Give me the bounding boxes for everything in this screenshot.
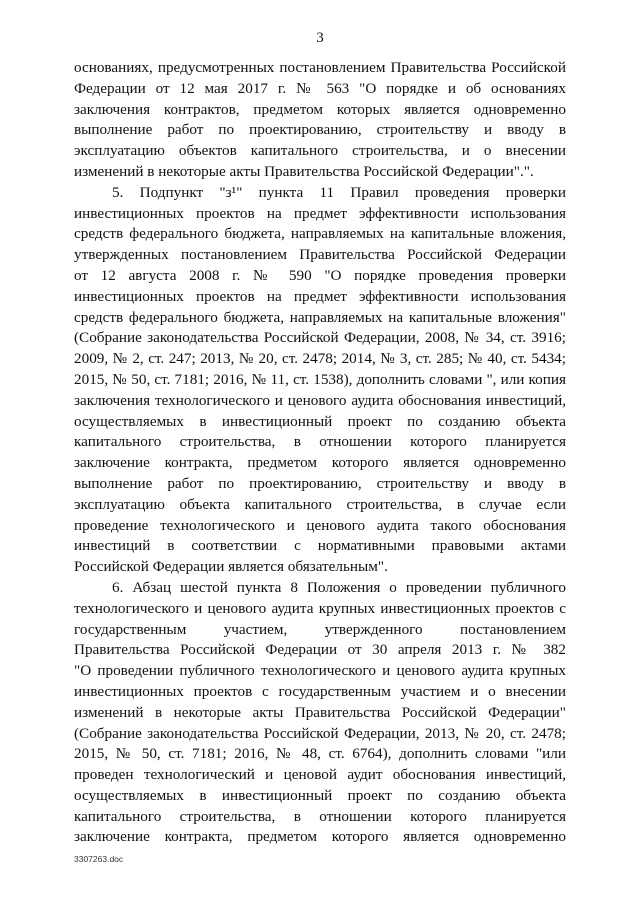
text-line: утвержденных постановлением Правительства Российской Федерации	[74, 246, 566, 264]
text-line: государственным участием, утвержденного постановлением	[74, 620, 566, 638]
text-line: выполнение работ по проектированию, строительству и вводу в	[74, 474, 566, 492]
text-line: инвестиций в соответствии с нормативными правовыми актами	[74, 537, 566, 555]
text-line: заключения контрактов, предметом которых является одновременно	[74, 100, 566, 118]
text-line: 2015, № 50, ст. 7181; 2016, № 11, ст. 1538), дополнить словами ", или копия	[74, 370, 566, 388]
text-line: Федерации от 12 мая 2017 г. № 563 "О порядке и об основаниях	[74, 79, 566, 97]
text-line: капитального строительства, в отношении которого планируется	[74, 807, 566, 825]
text-line: средств федерального бюджета, направляемых на капитальные вложения"	[74, 308, 566, 326]
text-line: заключение контракта, предметом которого является одновременно	[74, 454, 566, 472]
text-line: проведение технологического и ценового аудита такого обоснования	[74, 516, 566, 534]
text-line: (Собрание законодательства Российской Федерации, 2008, № 34, ст. 3916;	[74, 329, 566, 347]
text-line: эксплуатацию объектов капитального строительства, и о внесении	[74, 142, 566, 160]
text-line: проведен технологический и ценовой аудит обоснования инвестиций,	[74, 766, 566, 784]
text-line: (Собрание законодательства Российской Федерации, 2013, № 20, ст. 2478;	[74, 724, 566, 742]
text-line: изменений в некоторые акты Правительства Российской Федерации".".	[74, 162, 534, 180]
text-line: заключение контракта, предметом которого является одновременно	[74, 828, 566, 846]
text-line: 2015, № 50, ст. 7181; 2016, № 48, ст. 6764), дополнить словами "или	[74, 745, 566, 763]
text-line: инвестиционных проектов на предмет эффективности использования	[74, 287, 566, 305]
text-line: технологического и ценового аудита крупных инвестиционных проектов с	[74, 599, 566, 617]
text-line: эксплуатацию объекта капитального строительства, в случае если	[74, 495, 566, 513]
text-line: от 12 августа 2008 г. № 590 "О порядке проведения проверки	[74, 266, 566, 284]
text-line: осуществляемых в инвестиционный проект по созданию объекта	[74, 786, 566, 804]
text-line: основаниях, предусмотренных постановлением Правительства Российской	[74, 59, 566, 76]
text-line: инвестиционных проектов с государственным участием и о внесении	[74, 682, 566, 700]
text-line: выполнение работ по проектированию, строительству и вводу в	[74, 121, 566, 139]
text-line: 5. Подпункт "з¹" пункта 11 Правил проведения проверки	[112, 183, 566, 201]
text-line: изменений в некоторые акты Правительства Российской Федерации"	[74, 703, 566, 721]
text-line: осуществляемых в инвестиционный проект по созданию объекта	[74, 412, 566, 430]
text-line: Российской Федерации является обязательным".	[74, 558, 388, 576]
text-line: Правительства Российской Федерации от 30 апреля 2013 г. № 382	[74, 641, 566, 659]
text-line: средств федерального бюджета, направляемых на капитальные вложения,	[74, 225, 566, 243]
text-line: "О проведении публичного технологического и ценового аудита крупных	[74, 662, 566, 680]
text-line: 6. Абзац шестой пункта 8 Положения о проведении публичного	[112, 578, 566, 596]
text-line: инвестиционных проектов на предмет эффективности использования	[74, 204, 566, 222]
document-body	[74, 58, 566, 848]
text-line: заключения технологического и ценового аудита обоснования инвестиций,	[74, 391, 566, 409]
page-number: 3	[316, 30, 324, 46]
document-footer-filename: 3307263.doc	[74, 854, 124, 864]
text-line: 2009, № 2, ст. 247; 2013, № 20, ст. 2478; 2014, № 3, ст. 285; № 40, ст. 5434;	[74, 350, 566, 368]
text-line: капитального строительства, в отношении которого планируется	[74, 433, 566, 451]
